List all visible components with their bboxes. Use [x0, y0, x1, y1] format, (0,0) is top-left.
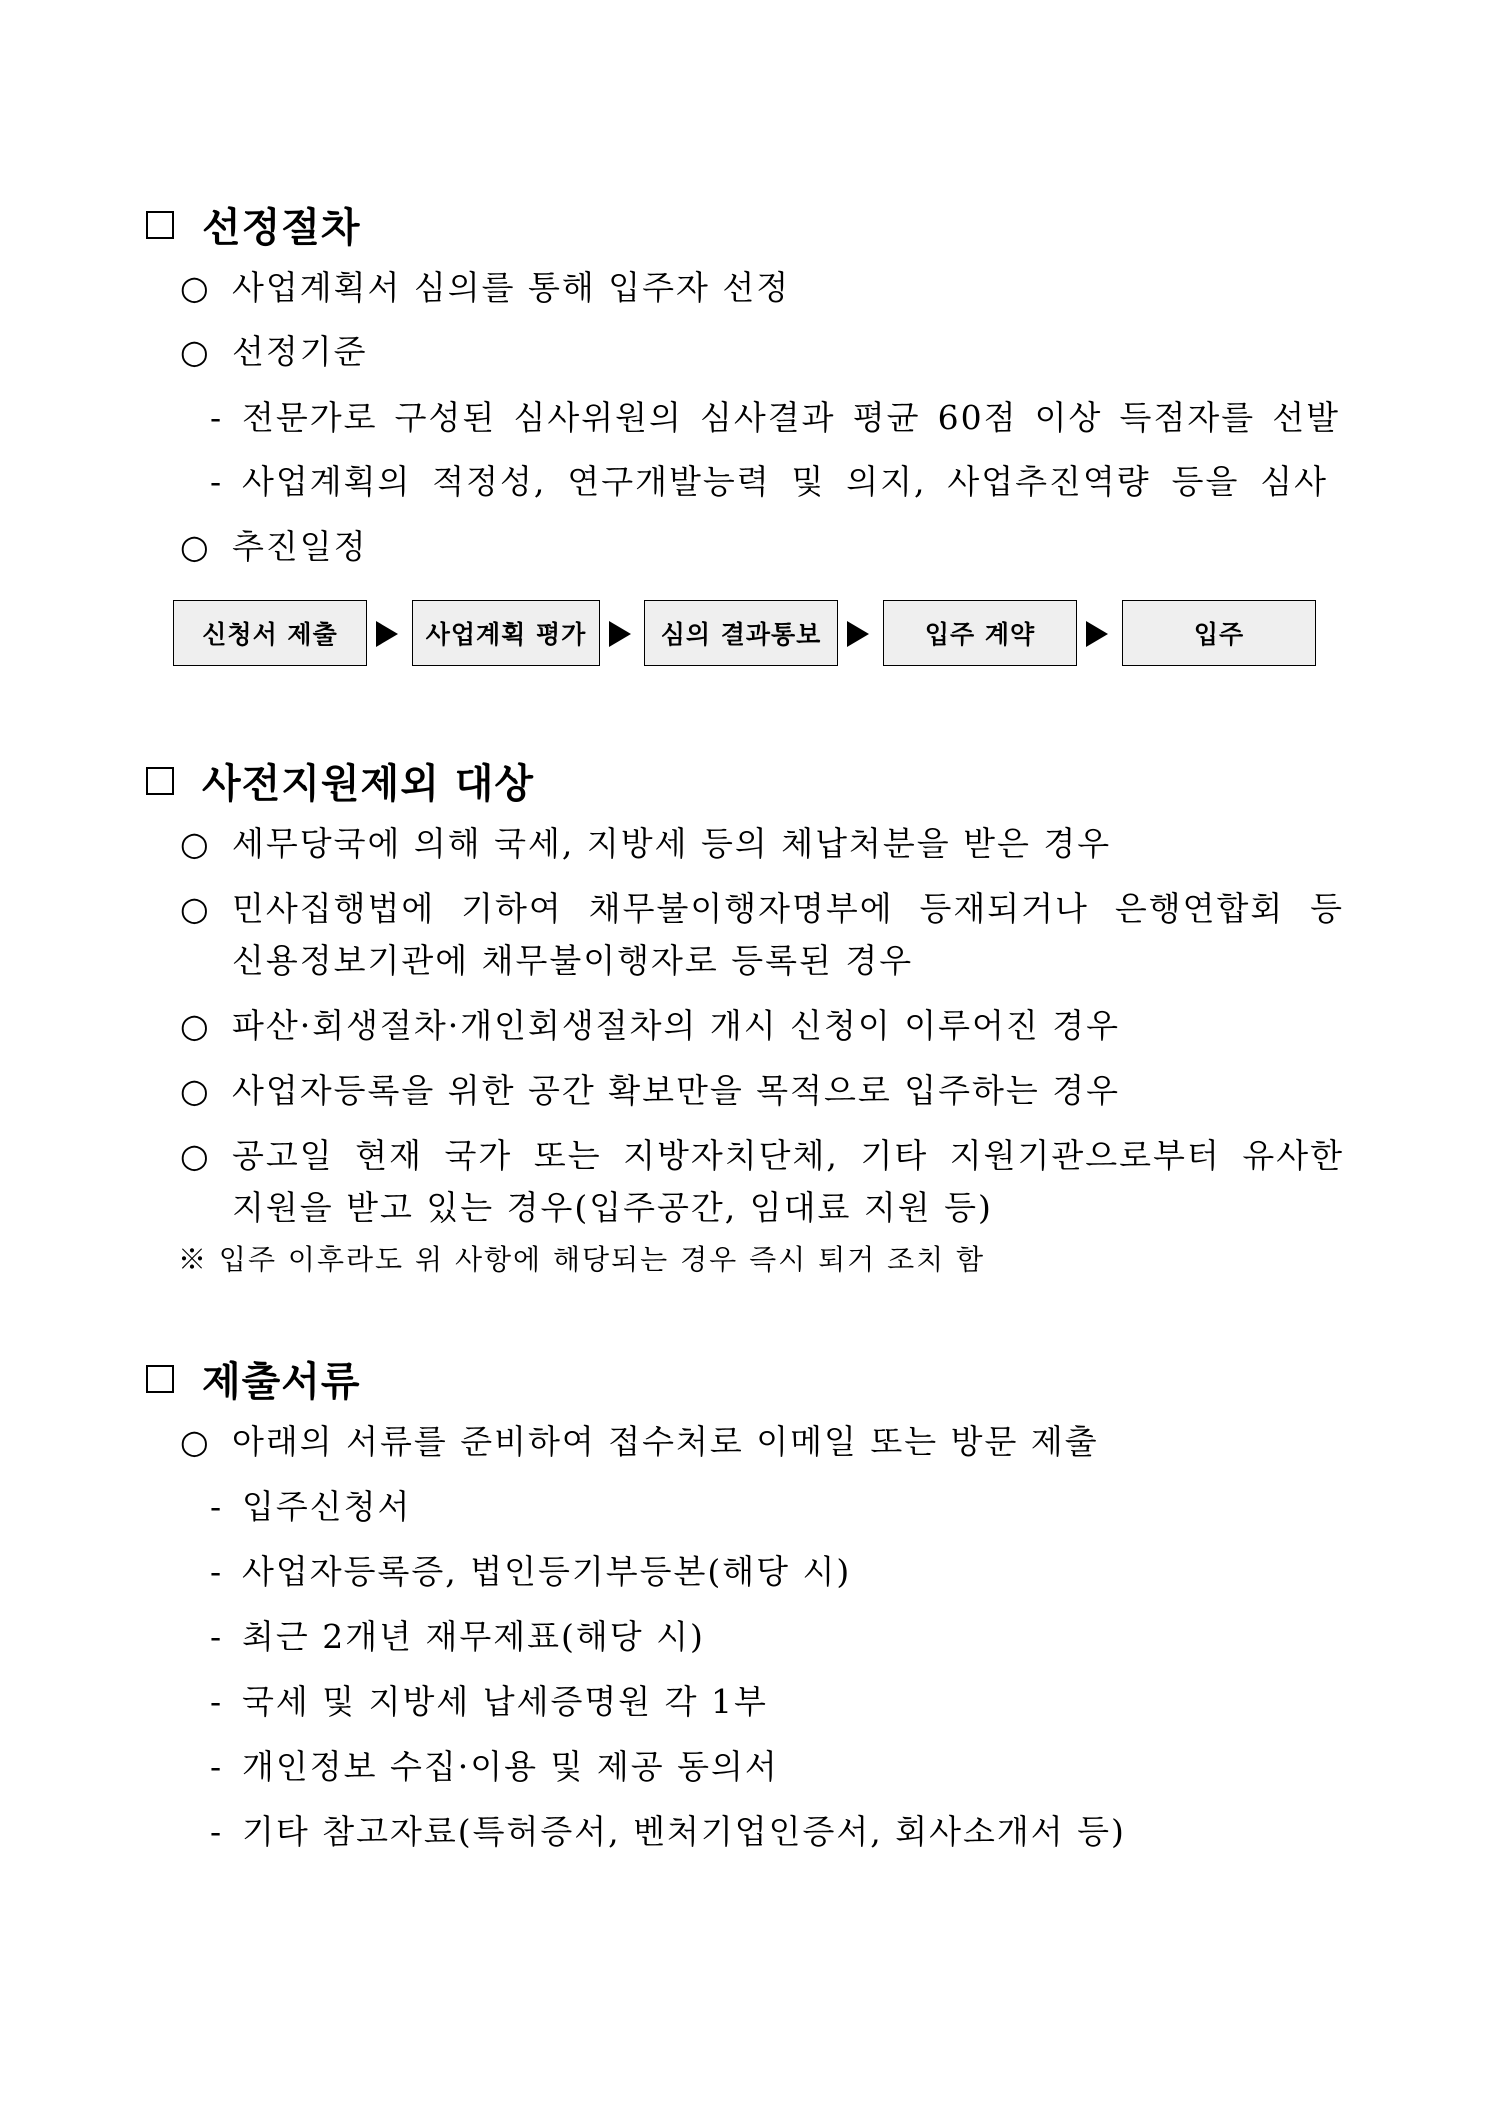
section-heading-selection: [146, 196, 361, 253]
circle-bullet-icon: ○: [180, 527, 211, 566]
circle-bullet-icon: ○: [180, 332, 211, 371]
section-title: 선정절차: [202, 205, 361, 251]
circle-bullet-icon: ○: [180, 1136, 211, 1175]
section-title: 사전지원제외 대상: [202, 761, 535, 807]
flow-step: 사업계획 평가: [412, 600, 600, 666]
circle-bullet-icon: ○: [180, 824, 211, 863]
dash-bullet: -: [210, 398, 224, 437]
arrow-right-icon: [1086, 621, 1108, 647]
arrow-right-icon: [609, 621, 631, 647]
dash-bullet: -: [210, 462, 224, 501]
circle-bullet-icon: ○: [180, 889, 211, 928]
section-heading-exclusion: [146, 752, 534, 809]
checkbox-square-icon: [146, 767, 174, 795]
dash-bullet: -: [210, 1812, 224, 1851]
circle-bullet-icon: ○: [180, 1071, 211, 1110]
note-text: ※ 입주 이후라도 위 사항에 해당되는 경우 즉시 퇴거 조치 함: [178, 1243, 986, 1276]
dash-bullet: -: [210, 1617, 224, 1656]
circle-bullet-icon: ○: [180, 1422, 211, 1461]
dash-bullet: -: [210, 1682, 224, 1721]
section-title: 제출서류: [202, 1359, 361, 1405]
dash-bullet: -: [210, 1487, 224, 1526]
section-heading-documents: [146, 1350, 361, 1407]
flow-step: 입주: [1122, 600, 1316, 666]
flow-step: 심의 결과통보: [644, 600, 838, 666]
schedule-flow: [173, 600, 1323, 670]
dash-bullet: -: [210, 1747, 224, 1786]
dash-bullet: -: [210, 1552, 224, 1591]
checkbox-square-icon: [146, 1365, 174, 1393]
circle-bullet-icon: ○: [180, 1006, 211, 1045]
flow-step: 신청서 제출: [173, 600, 367, 666]
document-page: 선정절차 ○ 사업계획서 심의를 통해 입주자 선정 ○ 선정기준 - 전문가로 구성된 심사위원의 심사결과 평균 60점 이상 득점자를 선발 - 사업계획의 적정성, 연구개발능력 및 의지, 사업추진역량 등을 심사 ○ 추진일정 신청서 제출 사업계획 평가 심의 결과통보 입주 계약 입주 사전지원제외 대상 ○ 세무당국에 의해 국세, 지방세 등의 체납처분을 받은 경우 ○ 민사집행법에 기하여 채무불이행자명부에 등재되거나 은행연합회 등 신용정보기관에 채무불이행자로 등록된 경우 ○ 파산·회생절차·개인회생절차의 개시 신청이 이루어진 경우 ○ 사업자등록을 위한 공간 확보만을 목적으로 입주하는 경우 ○ 공고일 현재 국가 또는 지방자치단체, 기타 지원기관으로부터 유사한 지원을 받고 있는 경우(입주공간, 임대료 지원 등) ※ 입주 이후라도 위 사항에 해당되는 경우 즉시 퇴거 조치 함 제출서류 ○ 아래의 서류를 준비하여 접수처로 이메일 또는 방문 제출 - 입주신청서 - 사업자등록증, 법인등기부등본(해당 시) - 최근 2개년 재무제표(해당 시) - 국세 및 지방세 납세증명원 각 1부 - 개인정보 수집·이용 및 제공 동의서 - 기타 참고자료(특허증서, 벤처기업인증서, 회사소개서 등): [0, 0, 1488, 2105]
arrow-right-icon: [376, 621, 398, 647]
arrow-right-icon: [847, 621, 869, 647]
flow-step: 입주 계약: [883, 600, 1077, 666]
checkbox-square-icon: [146, 211, 174, 239]
circle-bullet-icon: ○: [180, 268, 211, 307]
